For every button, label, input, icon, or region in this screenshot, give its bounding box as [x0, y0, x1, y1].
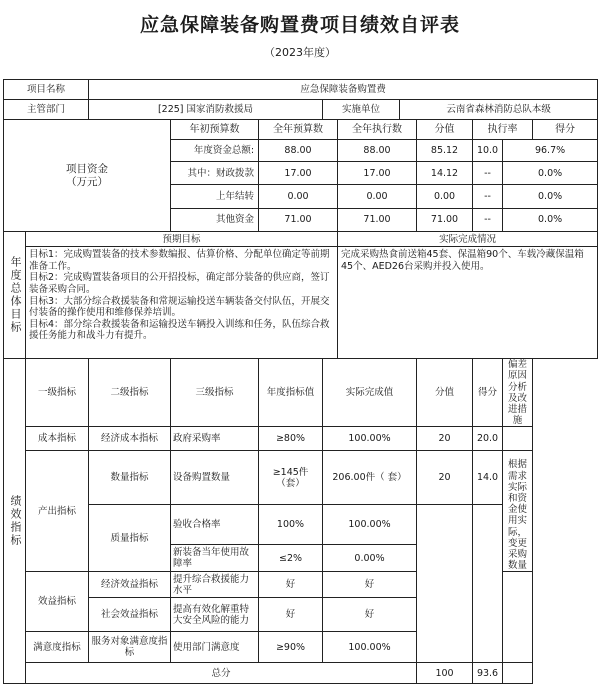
goals-expected-header: 预期目标: [26, 232, 338, 247]
funds-annual: 88.00: [338, 140, 417, 162]
funds-header-annual: 全年预算数: [259, 120, 338, 140]
benefit-econ-target: 好: [259, 572, 323, 598]
cost-note: [503, 427, 533, 451]
funds-row-name: 其他资金: [171, 208, 259, 231]
cost-l1: 成本指标: [26, 427, 89, 451]
total-value: 100: [417, 663, 473, 684]
row-dept: [4, 100, 598, 120]
row-cost: [4, 427, 598, 451]
funds-row-name: 其中：财政拨款: [171, 162, 259, 185]
goals-actual-header: 实际完成情况: [338, 232, 598, 247]
ind-header-actual: 实际完成值: [323, 359, 417, 427]
funds-rate: 96.7%: [503, 140, 598, 162]
output-qual-value-blank: [417, 505, 473, 663]
funds-score-value: --: [473, 162, 503, 185]
total-note-blank: [503, 663, 533, 684]
cost-actual: 100.00%: [323, 427, 417, 451]
ind-header-score: 得分: [473, 359, 503, 427]
output-qty-value: 20: [417, 451, 473, 505]
total-score: 93.6: [473, 663, 503, 684]
ind-header-value: 分值: [417, 359, 473, 427]
dept-label: 主管部门: [4, 100, 89, 120]
funds-initial: 0.00: [259, 185, 338, 208]
funds-row-name: 年度资金总额:: [171, 140, 259, 162]
benefit-note-blank: [503, 572, 533, 663]
benefit-soc-target: 好: [259, 598, 323, 632]
row-project-name: [4, 80, 598, 100]
output-qual2-target: ≤2%: [259, 545, 323, 572]
output-qual1-l3: 验收合格率: [171, 505, 259, 545]
project-name-label: 项目名称: [4, 80, 89, 100]
output-qty-actual: 206.00件（ 套）: [323, 451, 417, 505]
satisfaction-actual: 100.00%: [323, 632, 417, 663]
row-goals-header: [4, 232, 598, 247]
row-total: [4, 663, 598, 684]
output-qual2-l3: 新装备当年使用故障率: [171, 545, 259, 572]
total-label: 总分: [26, 663, 417, 684]
funds-header-rate: 执行率: [473, 120, 533, 140]
funds-header-executed: 全年执行数: [338, 120, 417, 140]
ind-header-target: 年度指标值: [259, 359, 323, 427]
dept-value: [225] 国家消防救援局: [89, 100, 323, 120]
ind-header-l2: 二级指标: [89, 359, 171, 427]
row-funds-header: [4, 120, 598, 140]
funds-score-value: --: [473, 185, 503, 208]
funds-rate: 0.0%: [503, 162, 598, 185]
cost-target: ≥80%: [259, 427, 323, 451]
funds-row-name: 上年结转: [171, 185, 259, 208]
ind-header-note: 偏差原因分析及改进措施: [503, 359, 533, 427]
impl-label: 实施单位: [323, 100, 400, 120]
benefit-econ-actual: 好: [323, 572, 417, 598]
output-qty-l3: 设备购置数量: [171, 451, 259, 505]
benefit-l1: 效益指标: [26, 572, 89, 632]
cost-l3: 政府采购率: [171, 427, 259, 451]
indicators-section-label: 绩效指标: [4, 359, 26, 684]
satisfaction-l1: 满意度指标: [26, 632, 89, 663]
funds-initial: 17.00: [259, 162, 338, 185]
impl-value: 云南省森林消防总队本级: [400, 100, 598, 120]
funds-executed: 0.00: [417, 185, 473, 208]
cost-score: 20.0: [473, 427, 503, 451]
goals-expected-text: [26, 247, 338, 359]
output-l1: 产出指标: [26, 451, 89, 572]
goals-actual-text: 完成采购热食前送箱45套、保温箱90个、车载冷藏保温箱45个、AED26台采购并投入使用。: [338, 247, 598, 359]
benefit-econ-l3: 提升综合救援能力水平: [171, 572, 259, 598]
output-qual1-target: 100%: [259, 505, 323, 545]
cost-l2: 经济成本指标: [89, 427, 171, 451]
goal-item: 目标2：完成购置装备项目的公开招投标，确定部分装备的供应商，签订装备采购合同。: [29, 272, 330, 295]
row-goals-body: [4, 247, 598, 359]
row-output-quantity: [4, 451, 598, 505]
ind-header-l3: 三级指标: [171, 359, 259, 427]
performance-table: [3, 79, 598, 684]
output-qty-target: ≥145件（套）: [259, 451, 323, 505]
funds-header-score-value: 分值: [417, 120, 473, 140]
funds-annual: 0.00: [338, 185, 417, 208]
goals-section-label: 年度总体目标: [4, 232, 26, 359]
funds-header-score: 得分: [533, 120, 598, 140]
funds-label: 项目资金 （万元）: [4, 120, 171, 232]
project-name-value: 应急保障装备购置费: [89, 80, 598, 100]
output-qual-l2: 质量指标: [89, 505, 171, 572]
row-benefit-economic: [4, 572, 598, 598]
benefit-soc-actual: 好: [323, 598, 417, 632]
funds-annual: 71.00: [338, 208, 417, 231]
output-qual-score-blank: [473, 505, 503, 663]
row-indicators-header: [4, 359, 598, 427]
goal-item: 目标4：部分综合救援装备和运输投送车辆投入训练和任务，队伍综合救援任务能力和战斗力有提升。: [29, 318, 330, 342]
funds-initial: 88.00: [259, 140, 338, 162]
benefit-econ-l2: 经济效益指标: [89, 572, 171, 598]
benefit-soc-l2: 社会效益指标: [89, 598, 171, 632]
funds-score-value: --: [473, 208, 503, 231]
funds-header-initial: 年初预算数: [171, 120, 259, 140]
funds-score-value: 10.0: [473, 140, 503, 162]
output-qty-l2: 数量指标: [89, 451, 171, 505]
document-year: （2023年度）: [264, 46, 336, 59]
output-qty-score: 14.0: [473, 451, 503, 505]
funds-rate: 0.0%: [503, 208, 598, 231]
benefit-soc-l3: 提高有效化解重特大安全风险的能力: [171, 598, 259, 632]
funds-executed: 14.12: [417, 162, 473, 185]
document-title: 应急保障装备购置费项目绩效自评表: [139, 14, 460, 36]
output-qty-note: 根据需求实际和资金使用实际，变更采购数量: [503, 451, 533, 572]
funds-annual: 17.00: [338, 162, 417, 185]
satisfaction-target: ≥90%: [259, 632, 323, 663]
output-qual1-actual: 100.00%: [323, 505, 417, 545]
funds-executed: 85.12: [417, 140, 473, 162]
cost-value: 20: [417, 427, 473, 451]
goal-item: 目标1：完成购置装备的技术参数编报、估算价格、分配单位确定等前期准备工作。: [29, 249, 330, 272]
funds-executed: 71.00: [417, 208, 473, 231]
satisfaction-l2: 服务对象满意度指标: [89, 632, 171, 663]
ind-header-l1: 一级指标: [26, 359, 89, 427]
funds-initial: 71.00: [259, 208, 338, 231]
funds-rate: 0.0%: [503, 185, 598, 208]
satisfaction-l3: 使用部门满意度: [171, 632, 259, 663]
output-qual2-actual: 0.00%: [323, 545, 417, 572]
goal-item: 目标3：大部分综合救援装备和常规运输投送车辆装备交付队伍，开展交付装备的操作使用和维修保养培训。: [29, 295, 330, 319]
